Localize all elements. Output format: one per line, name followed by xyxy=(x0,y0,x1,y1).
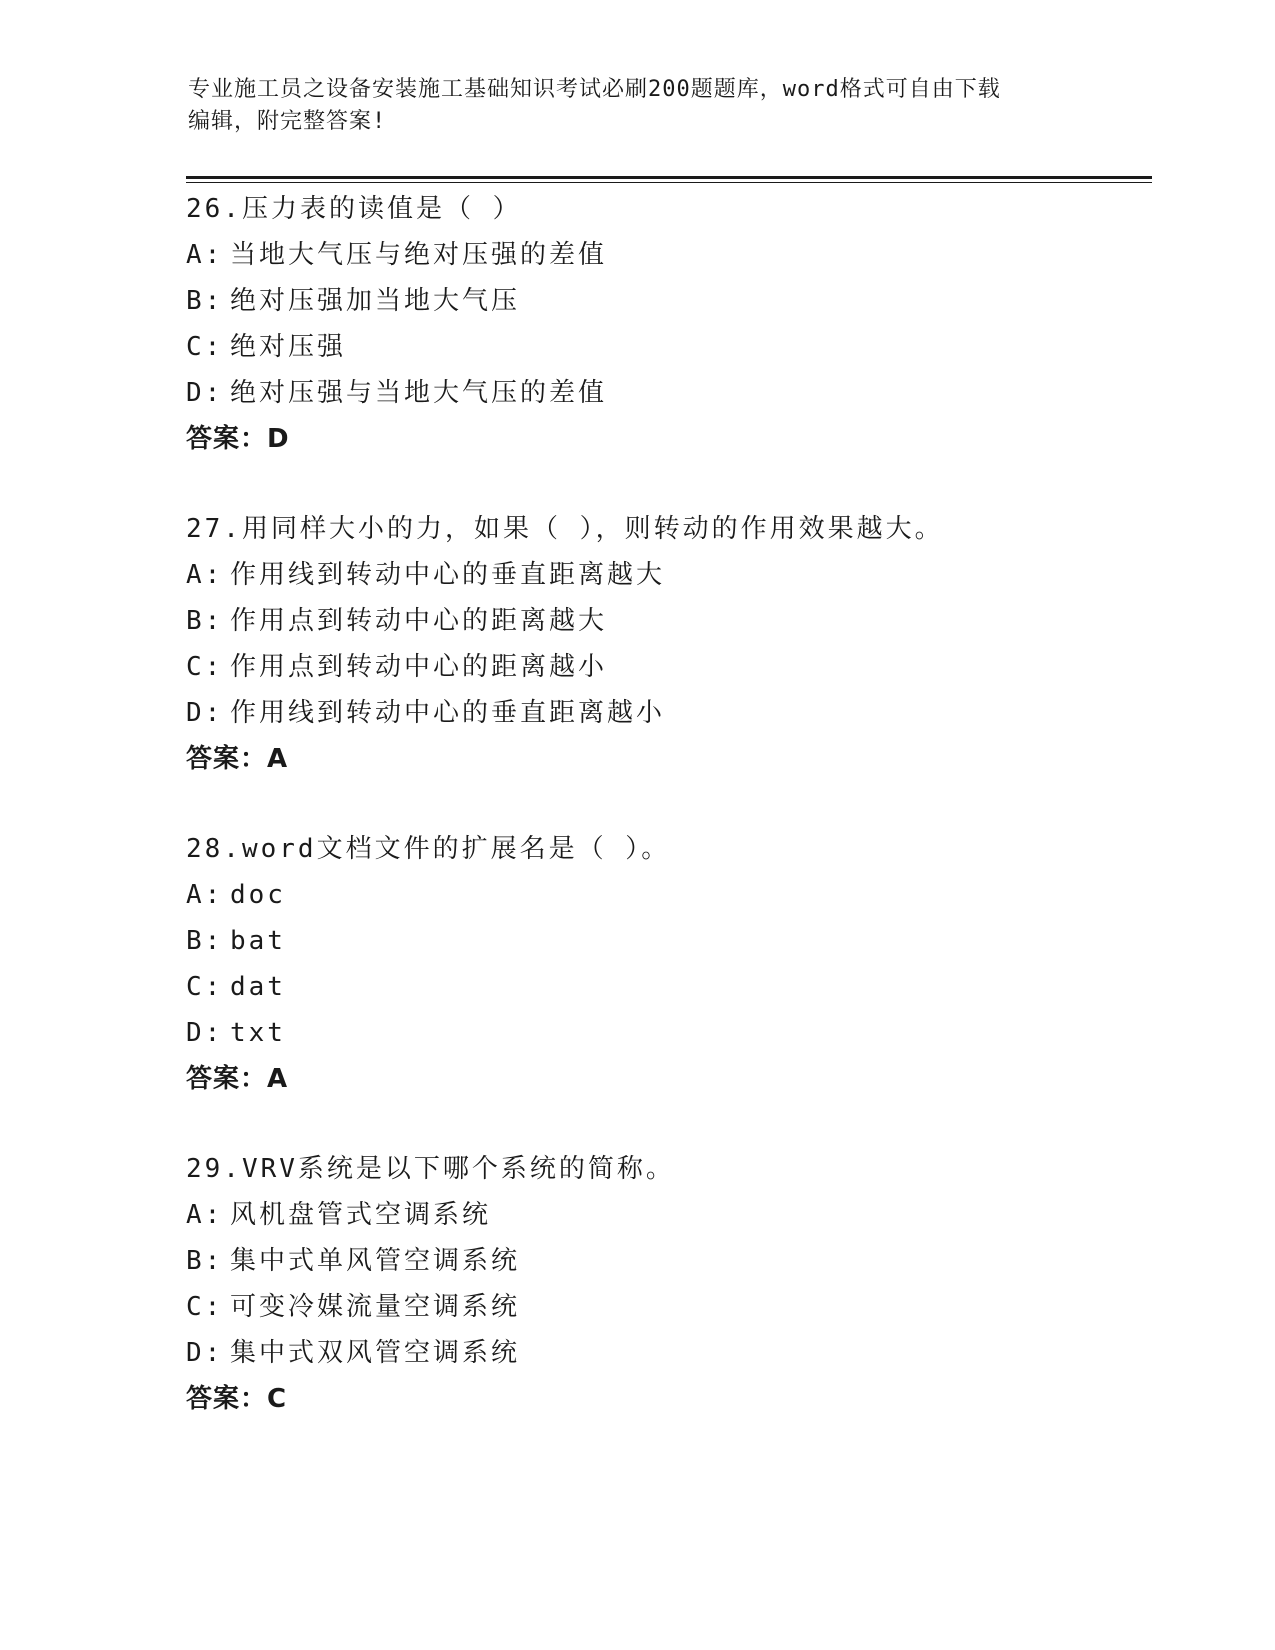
option-text: 绝对压强 xyxy=(230,332,347,362)
option-key: D: xyxy=(186,1018,224,1048)
option-a xyxy=(186,872,1126,918)
option-d xyxy=(186,690,1126,736)
option-text: 绝对压强与当地大气压的差值 xyxy=(230,378,608,408)
option-text: 集中式双风管空调系统 xyxy=(230,1338,521,1368)
option-a xyxy=(186,232,1126,278)
option-text: 作用点到转动中心的距离越大 xyxy=(230,606,608,636)
option-text: dat xyxy=(230,972,286,1002)
answer-line: 答案：D xyxy=(186,424,290,454)
header-divider-thin xyxy=(186,182,1152,183)
option-key: B: xyxy=(186,606,224,636)
question-title: 29.VRV系统是以下哪个系统的简称。 xyxy=(186,1154,675,1184)
option-text: bat xyxy=(230,926,286,956)
document-header xyxy=(188,74,1088,138)
option-d xyxy=(186,370,1126,416)
option-text: 作用点到转动中心的距离越小 xyxy=(230,652,608,682)
question-26 xyxy=(186,186,1126,462)
question-29 xyxy=(186,1146,1126,1422)
option-key: D: xyxy=(186,1338,224,1368)
answer-line: 答案：C xyxy=(186,1384,288,1414)
question-27 xyxy=(186,506,1126,782)
option-b xyxy=(186,1238,1126,1284)
option-b xyxy=(186,278,1126,324)
option-text: 风机盘管式空调系统 xyxy=(230,1200,492,1230)
option-b xyxy=(186,918,1126,964)
question-28 xyxy=(186,826,1126,1102)
option-key: D: xyxy=(186,698,224,728)
option-key: C: xyxy=(186,972,224,1002)
option-key: B: xyxy=(186,926,224,956)
option-a xyxy=(186,1192,1126,1238)
question-title: 27.用同样大小的力，如果（ ），则转动的作用效果越大。 xyxy=(186,514,944,544)
option-a xyxy=(186,552,1126,598)
option-b xyxy=(186,598,1126,644)
option-text: txt xyxy=(230,1018,286,1048)
option-key: A: xyxy=(186,880,224,910)
option-text: 绝对压强加当地大气压 xyxy=(230,286,521,316)
option-c xyxy=(186,1284,1126,1330)
option-key: C: xyxy=(186,1292,224,1322)
option-c xyxy=(186,324,1126,370)
question-title: 26.压力表的读值是（ ） xyxy=(186,194,522,224)
option-text: doc xyxy=(230,880,286,910)
option-text: 作用线到转动中心的垂直距离越小 xyxy=(230,698,666,728)
header-line-2: 编辑，附完整答案! xyxy=(188,109,387,134)
option-key: C: xyxy=(186,652,224,682)
option-d xyxy=(186,1010,1126,1056)
answer-line: 答案：A xyxy=(186,744,289,774)
option-key: C: xyxy=(186,332,224,362)
option-key: B: xyxy=(186,286,224,316)
question-title: 28.word文档文件的扩展名是（ ）。 xyxy=(186,834,671,864)
option-key: A: xyxy=(186,240,224,270)
option-c xyxy=(186,964,1126,1010)
option-text: 集中式单风管空调系统 xyxy=(230,1246,521,1276)
header-divider-thick xyxy=(186,176,1152,179)
header-line-1: 专业施工员之设备安装施工基础知识考试必刷200题题库，word格式可自由下载 xyxy=(188,77,1001,102)
option-key: D: xyxy=(186,378,224,408)
option-d xyxy=(186,1330,1126,1376)
option-text: 当地大气压与绝对压强的差值 xyxy=(230,240,608,270)
option-key: A: xyxy=(186,560,224,590)
option-key: B: xyxy=(186,1246,224,1276)
option-text: 作用线到转动中心的垂直距离越大 xyxy=(230,560,666,590)
option-c xyxy=(186,644,1126,690)
option-text: 可变冷媒流量空调系统 xyxy=(230,1292,521,1322)
answer-line: 答案：A xyxy=(186,1064,289,1094)
option-key: A: xyxy=(186,1200,224,1230)
